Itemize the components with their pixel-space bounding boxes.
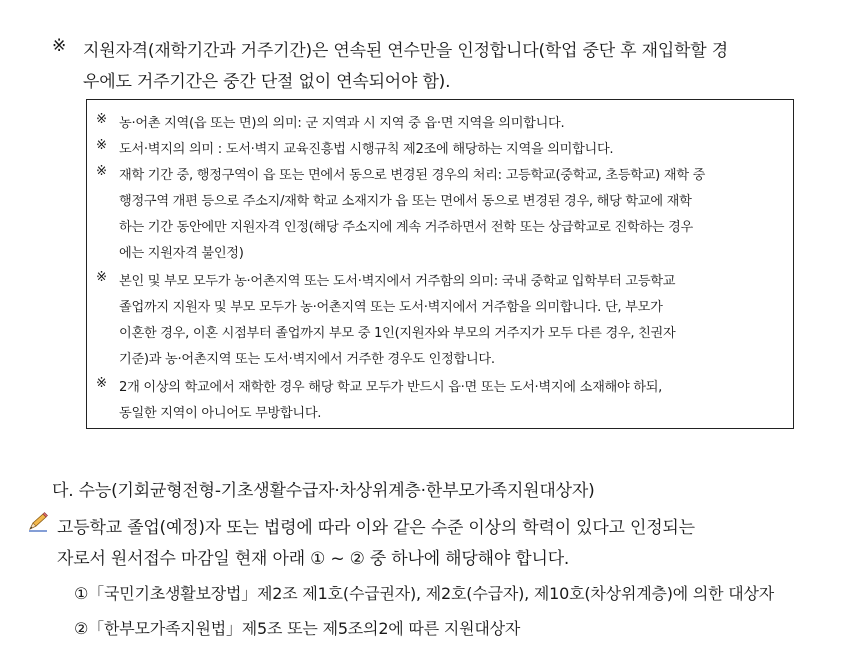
notes-box bbox=[86, 99, 794, 429]
note-line-2: 우에도 거주기간은 중간 단절 없이 연속되어야 함). bbox=[83, 72, 451, 92]
criteria-item-2: ②「한부모가족지원법」제5조 또는 제5조의2에 따른 지원대상자 bbox=[74, 619, 521, 638]
section-para-line-1: 고등학교 졸업(예정)자 또는 법령에 따라 이와 같은 수준 이상의 학력이 있다고 인정되는 bbox=[57, 518, 695, 538]
note-mark: ※ bbox=[52, 36, 67, 56]
box-note-text: 기준)과 농·어촌지역 또는 도서·벽지에서 거주한 경우도 인정합니다. bbox=[119, 352, 495, 367]
box-note-text: 동일한 지역이 아니어도 무방합니다. bbox=[119, 406, 322, 421]
note-line-1: 지원자격(재학기간과 거주기간)은 연속된 연수만을 인정합니다(학업 중단 후 재입학할 경 bbox=[83, 41, 728, 61]
box-note-text: 행정구역 개편 등으로 주소지/재학 학교 소재지가 읍 또는 면에서 동으로 변경된 경우, 해당 학교에 재학 bbox=[119, 194, 692, 209]
criteria-item-1: ①「국민기초생활보장법」제2조 제1호(수급권자), 제2호(수급자), 제10호(차상위계층)에 의한 대상자 bbox=[74, 584, 775, 603]
box-note-mark: ※ bbox=[96, 112, 107, 127]
section-heading: 다. 수능(기회균형전형-기초생활수급자·차상위계층·한부모가족지원대상자) bbox=[52, 481, 595, 501]
box-note-text: 하는 기간 동안에만 지원자격 인정(해당 주소지에 계속 거주하면서 전학 또는 상급학교로 진학하는 경우 bbox=[119, 220, 693, 235]
box-note-text: 본인 및 부모 모두가 농·어촌지역 또는 도서·벽지에서 거주함의 의미: 국내 중학교 입학부터 고등학교 bbox=[119, 274, 676, 289]
box-note-text: 에는 지원자격 불인정) bbox=[119, 246, 244, 261]
box-note-text: 2개 이상의 학교에서 재학한 경우 해당 학교 모두가 반드시 읍·면 또는 도서·벽지에 소재해야 하되, bbox=[119, 380, 663, 395]
box-note-text: 농·어촌 지역(읍 또는 면)의 의미: 군 지역과 시 지역 중 읍·면 지역을 의미합니다. bbox=[119, 116, 565, 131]
box-note-mark: ※ bbox=[96, 376, 107, 391]
box-note-text: 재학 기간 중, 행정구역이 읍 또는 면에서 동으로 변경된 경우의 처리: 고등학교(중학교, 초등학교) 재학 중 bbox=[119, 168, 706, 183]
pencil-icon bbox=[27, 512, 49, 532]
box-note-mark: ※ bbox=[96, 270, 107, 285]
box-note-mark: ※ bbox=[96, 164, 107, 179]
section-para-line-2: 자로서 원서접수 마감일 현재 아래 ① ~ ② 중 하나에 해당해야 합니다. bbox=[57, 549, 570, 569]
box-note-text: 이혼한 경우, 이혼 시점부터 졸업까지 부모 중 1인(지원자와 부모의 거주지가 모두 다른 경우, 친권자 bbox=[119, 326, 676, 341]
box-note-text: 도서·벽지의 의미 : 도서·벽지 교육진흥법 시행규칙 제2조에 해당하는 지역을 의미합니다. bbox=[119, 142, 614, 157]
box-note-mark: ※ bbox=[96, 138, 107, 153]
box-note-text: 졸업까지 지원자 및 부모 모두가 농·어촌지역 또는 도서·벽지에서 거주함을 의미합니다. 단, 부모가 bbox=[119, 300, 663, 315]
